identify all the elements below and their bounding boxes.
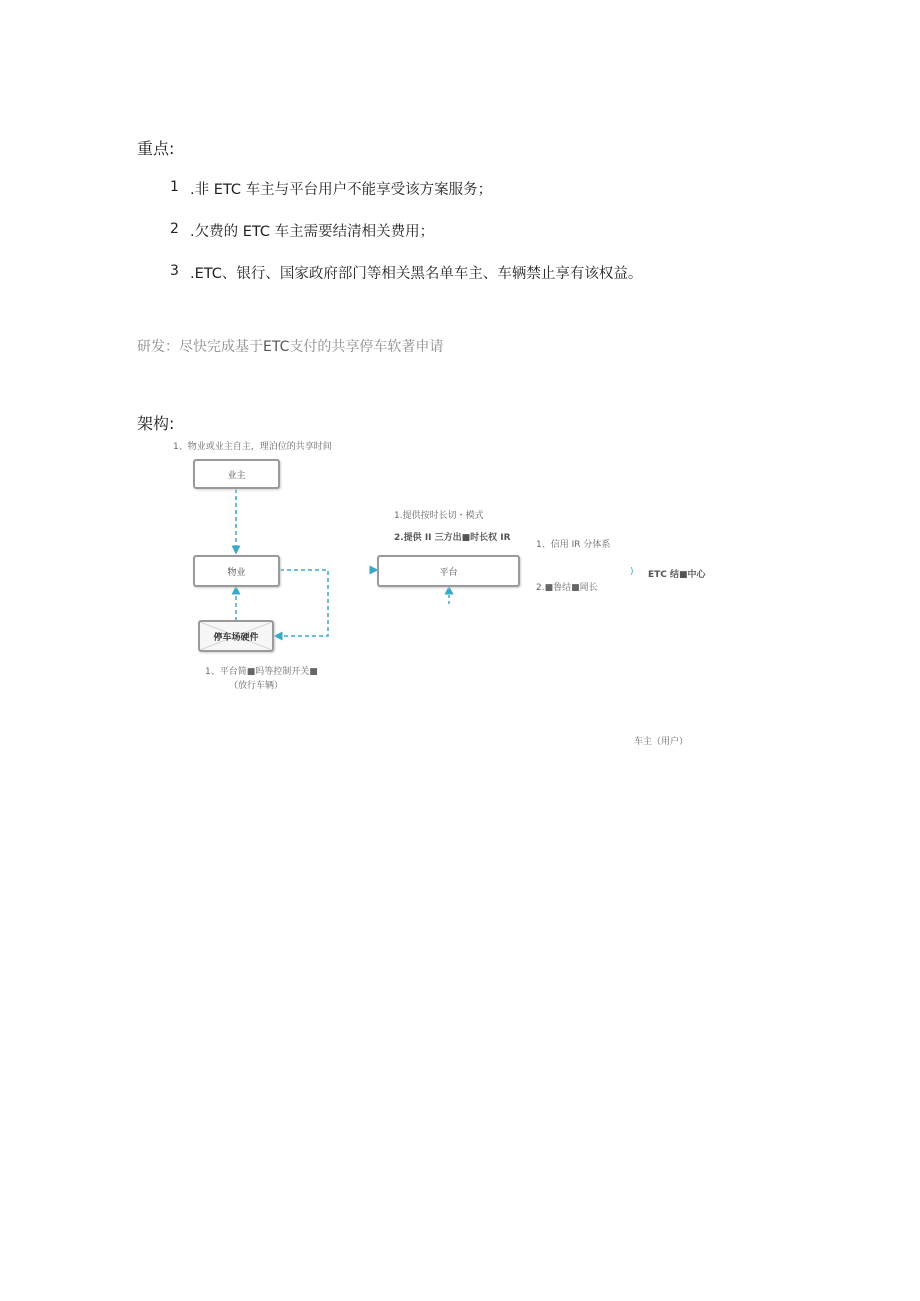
research-rest: 支付的共享停车软著申请 bbox=[289, 339, 444, 355]
etc-center-paren: ) bbox=[630, 567, 634, 577]
right-note-2: 2.■鲁结■岡长 bbox=[536, 583, 598, 593]
key-points-heading: 重点: bbox=[137, 139, 175, 158]
research-etc: ETC bbox=[263, 339, 290, 355]
hardware-note-2: （放行车辆） bbox=[229, 681, 284, 691]
hardware-box: 停车场硬件 bbox=[198, 620, 274, 652]
owner-box: 业主 bbox=[193, 459, 280, 489]
list-item-number: 2 bbox=[170, 221, 179, 237]
list-item: .欠费的 ETC 车主需要结清相关费用； bbox=[190, 224, 435, 240]
list-item: .ETC、银行、国家政府部门等相关黑名单车主、车辆禁止享有该权益。 bbox=[190, 266, 643, 282]
right-note-1: 1、信用 IR 分体系 bbox=[536, 540, 611, 550]
platform-note-1: 1.提供按时长切・模式 bbox=[394, 511, 484, 521]
platform-note-2: 2.提供 II 三方出■时长权 IR bbox=[394, 533, 511, 543]
architecture-heading: 架构: bbox=[137, 414, 175, 433]
list-item-number: 3 bbox=[170, 263, 179, 279]
property-box: 物业 bbox=[193, 555, 280, 587]
hardware-note-1: 1、平台简■吗等控制开关■ bbox=[205, 667, 318, 677]
research-label: 研发：尽快完成基于 bbox=[137, 339, 263, 355]
owner-note: 1、物业或业主自主，理泊位的共享时间 bbox=[173, 442, 332, 452]
etc-center-label: ETC 结■中心 bbox=[648, 570, 706, 580]
list-item: .非 ETC 车主与平台用户不能享受该方案服务； bbox=[190, 182, 493, 198]
list-item-number: 1 bbox=[170, 179, 179, 195]
platform-box: 平台 bbox=[377, 555, 520, 587]
car-owner-label: 车主（用户） bbox=[634, 737, 689, 747]
property-hardware-loop bbox=[275, 570, 328, 636]
